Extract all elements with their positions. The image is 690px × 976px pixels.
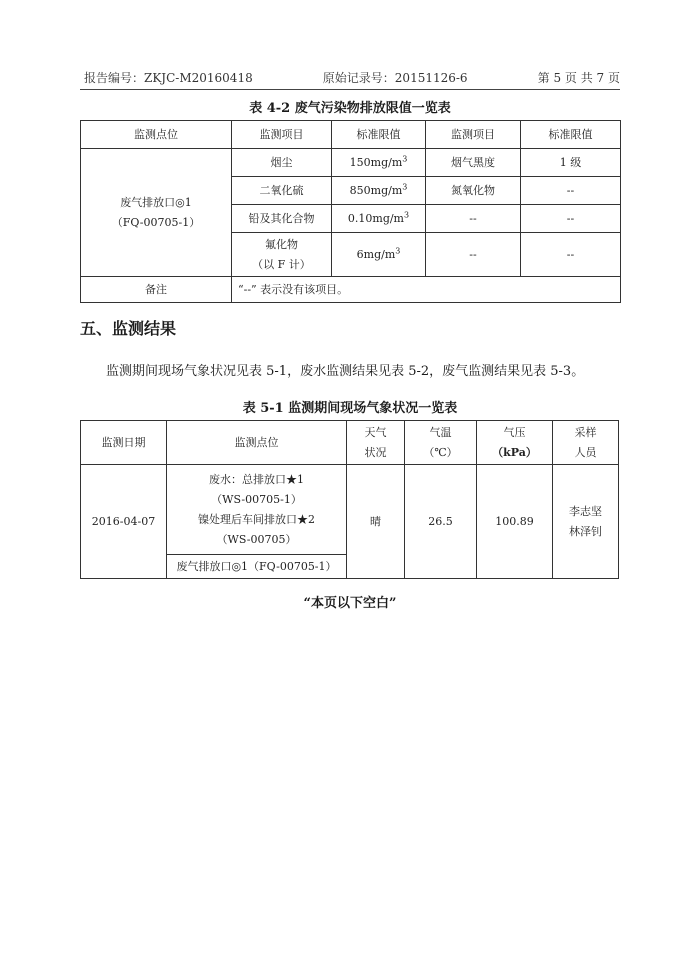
header-cell: 气温 （℃）: [405, 421, 477, 465]
weather-cell: 晴: [347, 465, 405, 579]
record-number: 原始记录号：20151126-6: [322, 71, 468, 85]
item-cell: --: [426, 233, 521, 277]
table-header-row: [81, 121, 621, 149]
remark-text: “--” 表示没有该项目。: [232, 277, 621, 303]
site-cell: 废水：总排放口★1 （WS-00705-1） 镍处理后车间排放口★2 （WS-00705）: [167, 465, 347, 555]
date-cell: 2016-04-07: [81, 465, 167, 579]
limit-cell: $0.10mg/m^3$: [332, 205, 426, 233]
limit-cell: 1 级: [521, 149, 621, 177]
limit-cell: --: [521, 233, 621, 277]
item-cell: 烟尘: [232, 149, 332, 177]
item-cell: 氮氧化物: [426, 177, 521, 205]
item-cell: 二氧化硫: [232, 177, 332, 205]
table-4-2-caption: 表 4-2 废气污染物排放限值一览表: [249, 101, 451, 116]
header-cell: 采样 人员: [553, 421, 619, 465]
section-paragraph: 监测期间现场气象状况见表 5-1，废水监测结果见表 5-2，废气监测结果见表 5-3。: [106, 364, 585, 379]
site-name: 废气排放口◎1: [120, 195, 192, 209]
pressure-cell: 100.89: [477, 465, 553, 579]
header-cell: 监测点位: [81, 121, 232, 149]
header-cell: 天气 状况: [347, 421, 405, 465]
limit-cell: $150mg/m^3$: [332, 149, 426, 177]
remark-label: 备注: [81, 277, 232, 303]
header-cell: 标准限值: [521, 121, 621, 149]
header-cell: 气压 （kPa）: [477, 421, 553, 465]
item-cell: 烟气黑度: [426, 149, 521, 177]
site-cell: [81, 149, 232, 277]
table-5-1-caption: 表 5-1 监测期间现场气象状况一览表: [242, 401, 458, 416]
page-number: 第 5 页 共 7 页: [537, 71, 620, 85]
sampler-cell: 李志坚 林泽钊: [553, 465, 619, 579]
limit-cell: --: [521, 205, 621, 233]
table-5-1: [80, 420, 619, 579]
header-divider: [80, 89, 620, 90]
table-row: [81, 465, 619, 555]
temperature-cell: 26.5: [405, 465, 477, 579]
item-cell: 铅及其化合物: [232, 205, 332, 233]
site-code: （FQ-00705-1）: [111, 215, 201, 229]
table-header-row: [81, 421, 619, 465]
limit-cell: $850mg/m^3$: [332, 177, 426, 205]
limit-cell: --: [521, 177, 621, 205]
item-cell: --: [426, 205, 521, 233]
remark-row: [81, 277, 621, 303]
table-row: [81, 149, 621, 177]
header-cell: 监测日期: [81, 421, 167, 465]
limit-cell: $6mg/m^3$: [332, 233, 426, 277]
table-4-2: [80, 120, 621, 303]
header-cell: 监测点位: [167, 421, 347, 465]
site-cell: 废气排放口◎1（FQ-00705-1）: [167, 555, 347, 579]
report-number: 报告编号：ZKJC-M20160418: [84, 71, 253, 85]
header-cell: 监测项目: [426, 121, 521, 149]
blank-page-note: “本页以下空白”: [303, 596, 397, 611]
page-header: [84, 69, 620, 86]
section-heading: 五、监测结果: [80, 319, 177, 338]
item-cell: 氟化物 （以 F 计）: [232, 233, 332, 277]
header-cell: 标准限值: [332, 121, 426, 149]
header-cell: 监测项目: [232, 121, 332, 149]
